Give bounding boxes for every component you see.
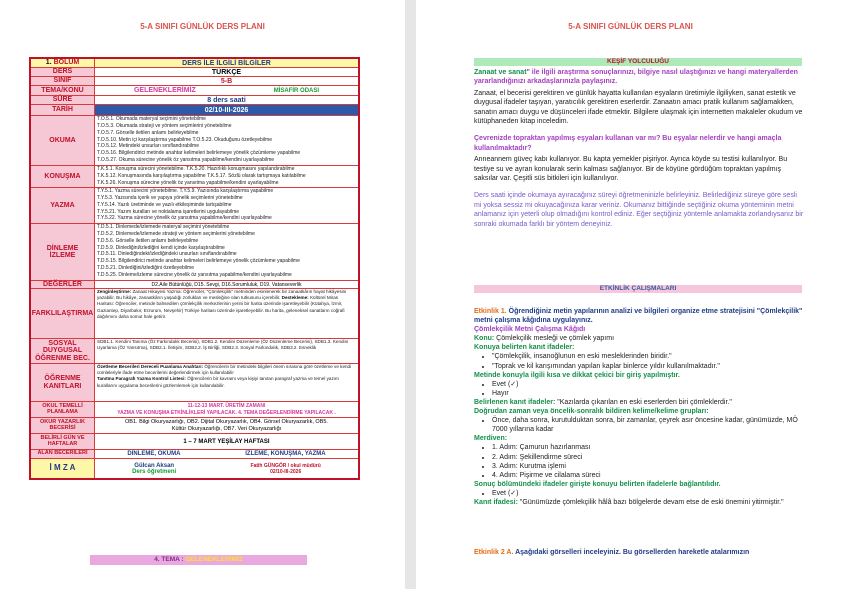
okuma-label: OKUMA xyxy=(31,116,95,165)
yazma-line: T.Y.5.22. Yazma sürecine yönelik öz yansıtma yapabilme/kendini uyarlayabilme xyxy=(97,215,272,222)
fark-bold-1: Zenginleştirme: xyxy=(97,289,132,294)
dinleme-lines xyxy=(95,224,358,280)
imza-label: İ M Z A xyxy=(31,459,95,478)
konu-line xyxy=(474,334,804,343)
list-item: • Hayır xyxy=(492,389,804,398)
row-degerler xyxy=(31,281,358,289)
etkinlik-content xyxy=(474,307,804,507)
okuma-line: T.O.5.12. Metindeki unsurları sınıflandırabilme xyxy=(97,143,199,150)
sonuc-list xyxy=(474,489,804,498)
sosyal-text: SDB1.1. Kendini Tanıma (Öz Farkındalık Becerisi), SDB1.2. Kendini Düzenleme (Öz Düzenleme Becerisi), SDB1.3. Kendini Uyarlama (Öz Yansıtma), SDB2.1. İletişim, SDB2.2. İş Birliği, SDB2.3. Sosyal Farkındalık, SDB3.2. Esneklik xyxy=(97,339,349,351)
fark-label: FARKLILAŞTIRMA xyxy=(31,289,95,338)
yazma-line: T.Y.5.3. Yazısında içerik ve yapıya yönelik seçimlerini yönetebilme xyxy=(97,194,243,201)
sosyal-label: SOSYAL DUYGUSAL ÖĞRENME BEC. xyxy=(31,339,95,363)
alan-value-1: DİNLEME, OKUMA xyxy=(127,451,181,457)
row-sinif xyxy=(31,77,358,86)
etkinlik-2-text: Aşağıdaki görselleri inceleyiniz. Bu görsellerden hareketle atalarımızın xyxy=(513,549,750,556)
footer-theme-prefix: 4. TEMA : xyxy=(154,556,184,563)
okuma-line: T.O.5.16. Bilgilendirici metinde anahtar kelimeleri belirlemeye yönelik çözümleme yapabilme xyxy=(97,150,301,157)
konusma-label: KONUŞMA xyxy=(31,166,95,187)
row-tema xyxy=(31,86,358,96)
row-okul xyxy=(31,402,358,418)
okur-label: OKUR YAZARLIK BECERİSİ xyxy=(31,418,95,433)
belirli-value: 1 – 7 MART YEŞİLAY HAFTASI xyxy=(183,438,270,445)
yazma-label: YAZMA xyxy=(31,188,95,223)
metinde-list xyxy=(474,380,804,398)
imza-value xyxy=(95,459,358,478)
tema-value: GELENEKLERİMİZ xyxy=(133,87,196,94)
row-ders xyxy=(31,68,358,77)
sinif-value: 5-B xyxy=(220,77,233,85)
tema-label: TEMA/KONU xyxy=(31,86,95,95)
row-dinleme xyxy=(31,224,358,281)
okuma-line: T.O.5.27. Okuma sürecine yönelik öz yansıtma yapabilme/kendini uyarlayabilme xyxy=(97,157,275,164)
dinleme-line: T.D.5.9. Dinlediğini/izlediğini kendi içinde karşılaştırabilme xyxy=(97,244,225,251)
kanit-text: "Günümüzde çömlekçilik hâlâ bazı bölgelerde devam etse de eski önemini yitirmiştir." xyxy=(517,498,784,506)
etkinlik-2 xyxy=(474,548,804,557)
okuma-line: T.O.5.1. Okumada materyal seçimini yönetebilme xyxy=(97,116,206,122)
etkinlik-1 xyxy=(474,307,804,325)
row-okuma xyxy=(31,116,358,166)
row-yazma xyxy=(31,188,358,224)
row-farklilastirma xyxy=(31,289,358,339)
kanit-line xyxy=(474,498,804,507)
alan-value-2: İZLEME, KONUŞMA, YAZMA xyxy=(245,451,326,457)
dinleme-line: T.D.5.2. Dinlemede/izlemede strateji ve yöntem seçimlerini yönetebilme xyxy=(97,230,255,237)
ogrenme-span-2: Öğrencilerin bir kavramı veya kişiyi tanıtan paragraf yazma ve temel yazım kurallarını uygulama becerilerini gözlemlemek için kullanılabilir. xyxy=(97,376,339,388)
konusma-line: T.K.5.1. Konuşma sürecini yönetebilme. T.K.5.20. Hazırlıklı konuşmasını yapılandırabilme xyxy=(97,166,295,172)
kesif-p3: Ders saati içinde okumaya ayıracağınız süreyi öğretmeninizle belirleyiniz. Belirlediğiniz süreye göre sesli mi yoksa sessiz mi okuyacağınıza karar veriniz. Okumanız bittiğinde seçtiğiniz okuma yönteminin metni anlamanız için yeterli olup olmadığını kontrol ediniz. Eğer seçtiğiniz yöntemle anlamakta zorlandıysanız bir sonraki okumada farklı bir yöntem deneyiniz. xyxy=(474,192,804,228)
konuya-label: Konuya belirten kanıt ifadeler: xyxy=(474,344,575,352)
row-okur xyxy=(31,418,358,434)
fark-bold-2: Destekleme: xyxy=(281,295,309,301)
yazma-line: T.Y.5.1. Yazma sürecini yönetebilme. T.Y.5.9. Yazısında karşılaştırma yapabilme xyxy=(97,188,274,194)
row-ogrenme xyxy=(31,364,358,402)
dinleme-line: T.D.5.15. Bilgilendirici metinde anahtar kelimeleri belirlemeye yönelik çözümleme yapabilme xyxy=(97,258,300,265)
merdiven-label: Merdiven: xyxy=(474,435,508,443)
ogrenme-text xyxy=(95,364,358,401)
bolum-text: BÖLÜM xyxy=(53,59,80,67)
tarih-value: 02/10-III-2026 xyxy=(95,105,358,115)
okur-line-2: Kültür Okuryazarlığı, OB7. Veri Okuryazarlığı xyxy=(171,425,282,432)
row-imza xyxy=(31,459,358,478)
row-belirli xyxy=(31,434,358,450)
kesif-q2: Çevrenizde topraktan yapılmış eşyaları kullanan var mı? Bu eşyalar nelerdir ve hangi amaçla kullanılmaktadır? xyxy=(474,135,782,152)
list-item: • Evet (✓) xyxy=(492,489,804,498)
row-sure xyxy=(31,96,358,105)
sure-label: SÜRE xyxy=(31,96,95,104)
kesif-content xyxy=(474,68,804,237)
yazma-line: T.Y.5.21. Yazım kuralları ve noktalama işaretlerini uygulayabilme xyxy=(97,208,240,215)
page-right xyxy=(416,0,845,589)
ogrenme-span-1: Öğrencilerin bir metindeki bilgileri önem sırasına göre özetleme ve kendi cümleleriyle ifade etme becerilerini değerlendirmek için kullanılabilir xyxy=(97,364,352,376)
footer-theme-bar xyxy=(90,555,307,565)
bolum-label xyxy=(31,59,95,67)
okul-value xyxy=(95,402,358,417)
okul-line-1: 11-12-13 MART. ÜRETİM ZAMANI xyxy=(187,402,266,409)
kesif-title: KEŞİF YOLCULUĞU xyxy=(474,58,802,66)
teacher-role: Ders öğretmeni xyxy=(132,468,177,475)
merdiven-list xyxy=(474,443,804,479)
degerler-value: D2.Aile Bütünlüğü, D15. Sevgi, D16.Sorumluluk, D19. Vatanseverlik xyxy=(151,281,302,288)
okuma-lines xyxy=(95,116,358,165)
dogrudan-label: Doğrudan zaman veya öncelik-sonralık bildiren kelime/kelime grupları: xyxy=(474,408,709,416)
row-tarih xyxy=(31,105,358,116)
dogrudan-list xyxy=(474,416,804,434)
dinleme-line: T.D.5.25. Dinleme/izleme sürecine yönelik öz yansıtma yapabilme/kendini uyarlayabilme xyxy=(97,271,292,278)
fark-span-1: Zanaat Hikayesi Yazma: Öğrenciler, "Çömlekçilik" metninden esinlenerek bir zanaatkârın hayat hikâyesini yazabilir. Bu hikâye, zanaatkârın yaşadığı zorlukları ve mesleğine olan tutkusunu içerebilir. xyxy=(97,289,347,301)
etkinlik-1-subtitle: Çömlekçilik Metni Çalışma Kâğıdı xyxy=(474,326,586,334)
ogrenme-label: ÖĞRENME KANITLARI xyxy=(31,364,95,401)
belirlenen-text: "Kazılarda çıkarılan en eski eserlerden biri çömleklerdir." xyxy=(555,398,732,406)
page-header-left: 5-A SINIFI GÜNLÜK DERS PLANI xyxy=(140,22,265,31)
okuma-line: T.O.5.7. Görselle iletilen anlamı belirleyebilme xyxy=(97,129,199,136)
etkinlik-title: ETKİNLİK ÇALIŞMALARI xyxy=(474,285,802,293)
dinleme-line: T.D.5.11. Dinlediğindeki/izlediğindeki unsurları sınıflandırabilme xyxy=(97,251,237,258)
etkinlik-1-label: Etkinlik 1. xyxy=(474,308,507,315)
footer-theme-name: GELENEKLERİMİZ xyxy=(185,556,243,563)
yazma-lines xyxy=(95,188,358,223)
kanit-label: Kanıt ifadesi: xyxy=(474,498,518,506)
okul-label: OKUL TEMELLİ PLANLAMA xyxy=(31,402,95,417)
list-item: • 4. Adım: Pişirme ve cilalama süreci xyxy=(492,471,804,480)
alan-value xyxy=(95,450,358,458)
alan-label: ALAN BECERİLERİ xyxy=(31,450,95,458)
konu-value: MİSAFİR ODASI xyxy=(273,87,320,94)
konu-text: Çömlekçilik mesleği ve çömlek yapımı xyxy=(494,335,615,343)
sinif-label: SINIF xyxy=(31,77,95,85)
fark-text xyxy=(95,289,358,338)
konusma-line: T.K.5.26. Konuşma sürecine yönelik öz yansıtma yapabilme/kendini uyarlayabilme xyxy=(97,179,279,186)
dinleme-line: T.D.5.21. Dinlediğini/izlediğini özetleyebilme xyxy=(97,265,194,272)
list-item: • Evet (✓) xyxy=(492,380,804,389)
ogrenme-bold-2: Tanıtma Paragrafı Yazma Kontrol Listesi: xyxy=(97,376,186,382)
lesson-plan-table xyxy=(29,57,360,480)
okur-value xyxy=(95,418,358,433)
ders-label: DERS xyxy=(31,68,95,76)
sure-value: 8 ders saati xyxy=(207,96,246,104)
metinde-label: Metinde konuyla ilgili kısa ve dikkat çekici bir giriş yapılmıştır. xyxy=(474,371,680,379)
dinleme-line: T.D.5.1. Dinlemede/izlemede materyal seçimini yönetebilme xyxy=(97,224,230,230)
principal-date: 02/10-III-2026 xyxy=(270,468,302,475)
belirli-label: BELİRLİ GÜN VE HAFTALAR xyxy=(31,434,95,449)
okuma-line: T.O.5.10. Metin içi karşılaştırma yapabilme T.O.5.23. Okuduğunu özetleyebilme xyxy=(97,136,272,143)
row-sosyal xyxy=(31,339,358,364)
belirlenen-label: Belirlenen kanıt ifadeler: xyxy=(474,398,556,406)
bolum-number: 1. xyxy=(45,59,52,67)
belirlenen-line xyxy=(474,398,804,407)
row-konusma xyxy=(31,166,358,188)
list-item: • "Toprak ve kil karışımından yapılan kaplar binlerce yıldır kullanılmaktadır." xyxy=(492,362,804,371)
principal-signature xyxy=(251,463,321,475)
dinleme-label: DİNLEME İZLEME xyxy=(31,224,95,280)
dinleme-line: T.D.5.6. Görselle iletilen anlamı belirleyebilme xyxy=(97,237,199,244)
row-alan xyxy=(31,450,358,459)
list-item: • 2. Adım: Şekillendirme süreci xyxy=(492,453,804,462)
konu-label: Konu: xyxy=(474,335,495,343)
okur-line-1: OB1. Bilgi Okuryazarlığı, OB2. Dijital Okuryazarlık, OB4. Görsel Okuryazarlık, OB5. xyxy=(125,418,328,425)
ders-value: TÜRKÇE xyxy=(211,68,242,76)
tema-value-cell xyxy=(95,86,358,95)
okul-line-2: YAZMA VE KONUŞMA ETKİNLİKLERİ YAPILACAK. 4. TEMA DEĞERLENDİRME YAPILACAK . xyxy=(117,409,336,416)
teacher-name: Gülcan Aksan xyxy=(134,462,175,469)
etkinlik-2-label: Etkinlik 2 A. xyxy=(474,549,514,556)
tarih-label: TARİH xyxy=(31,105,95,115)
degerler-label: DEĞERLER xyxy=(31,281,95,288)
kesif-p1: Zanaat, el becerisi gerektiren ve günlük hayatta kullanılan eşyaların üretimiyle ilgiliyken, sanat estetik ve duygusal ifadeler taşıyan, yaratıcılık gerektiren eserlerdir. Zanaatın amacı pratik kullanım sağlamakken, sanatın amacı duygu ve düşünceleri ifade etmektir. Bilgilere ulaşmak için internetten makaleler okudum ve kütüphaneden kitap inceledim. xyxy=(474,89,803,126)
fark-span-2: Kültürel Miras Haritası: Öğrenciler, metinde bahsedilen çömlekçilik merkezlerinin yerini bir harita üzerinde işaretleyebilir (Kütahya, İzmir, Gaziantep, Diyarbakır, Erzurum, Nevşehir) Türkiye haritası üzerinde işaretleyebilir. Bu harita, geleneksel sanatların coğrafi dağılımını daha somut hale getirir. xyxy=(97,295,345,319)
kesif-q1-topic: Zanaat ve sanat xyxy=(474,69,527,76)
list-item: • 3. Adım: Kurutma işlemi xyxy=(492,462,804,471)
etkinlik-1-text: Öğrendiğiniz metin yapılarının analizi ve bilgileri organize etme stratejisini "Çömlekçilik" metni çalışma kâğıdına uygulayınız. xyxy=(474,308,803,325)
row-bolum xyxy=(31,59,358,68)
kesif-p2: Anneannem güveç kabı kullanıyor. Bu kapta yemekler pişiriyor. Ayrıca köyde su testisi kullanılıyor. Bu testiye su ve ayran konularak serin kalması sağlanıyor. Bir de köyüne gördüğüm topraktan yapılmış saksılar var. Çeşitli süs bitkileri için kullanılıyor. xyxy=(474,156,788,183)
ogrenme-bold-1: Özetleme Becerileri Dereceli Puanlama Anahtarı: xyxy=(97,364,204,369)
konusma-lines xyxy=(95,166,358,187)
list-item: • Önce, daha sonra, kurutulduktan sonra, bir zamanlar, çeyrek asır öncesine kadar, günümüzde, MÖ 7000 yıllarına kadar xyxy=(492,416,804,434)
teacher-signature xyxy=(132,463,176,475)
kesif-q1-text: " ile ilgili araştırma sonuçlarınızı, bilgiye nasıl ulaştığınızı ve hangi materyallerden yararlandığınızı arkadaşlarınızla paylaşınız. xyxy=(474,69,798,86)
list-item: • "Çömlekçilik, insanoğlunun en eski mesleklerinden biridir." xyxy=(492,352,804,361)
bolum-value: DERS İLE İLGİLİ BİLGİLER xyxy=(95,59,358,67)
list-item: • 1. Adım: Çamurun hazırlanması xyxy=(492,443,804,452)
sonuc-label: Sonuç bölümündeki ifadeler girişte konuyu belirten ifadelerle bağlantılıdır. xyxy=(474,480,721,488)
principal-name: Fatih GÜNGÖR / okul müdürü xyxy=(250,462,321,469)
page-left xyxy=(0,0,405,589)
yazma-line: T.Y.5.14. Yazılı üretiminde ve yazılı etkileşiminde tartışabilme xyxy=(97,201,232,208)
konusma-line: T.K.5.12. Konuşmasında karşılaştırma yapabilme T.K.5.17. Sözlü olarak tartışmaya katılabilme xyxy=(97,172,306,179)
kesif-q1 xyxy=(474,68,804,87)
page-header-right: 5-A SINIFI GÜNLÜK DERS PLANI xyxy=(568,22,693,31)
okuma-line: T.O.5.3. Okumada strateji ve yöntem seçimlerini yönetebilme xyxy=(97,122,232,129)
konuya-list xyxy=(474,352,804,370)
